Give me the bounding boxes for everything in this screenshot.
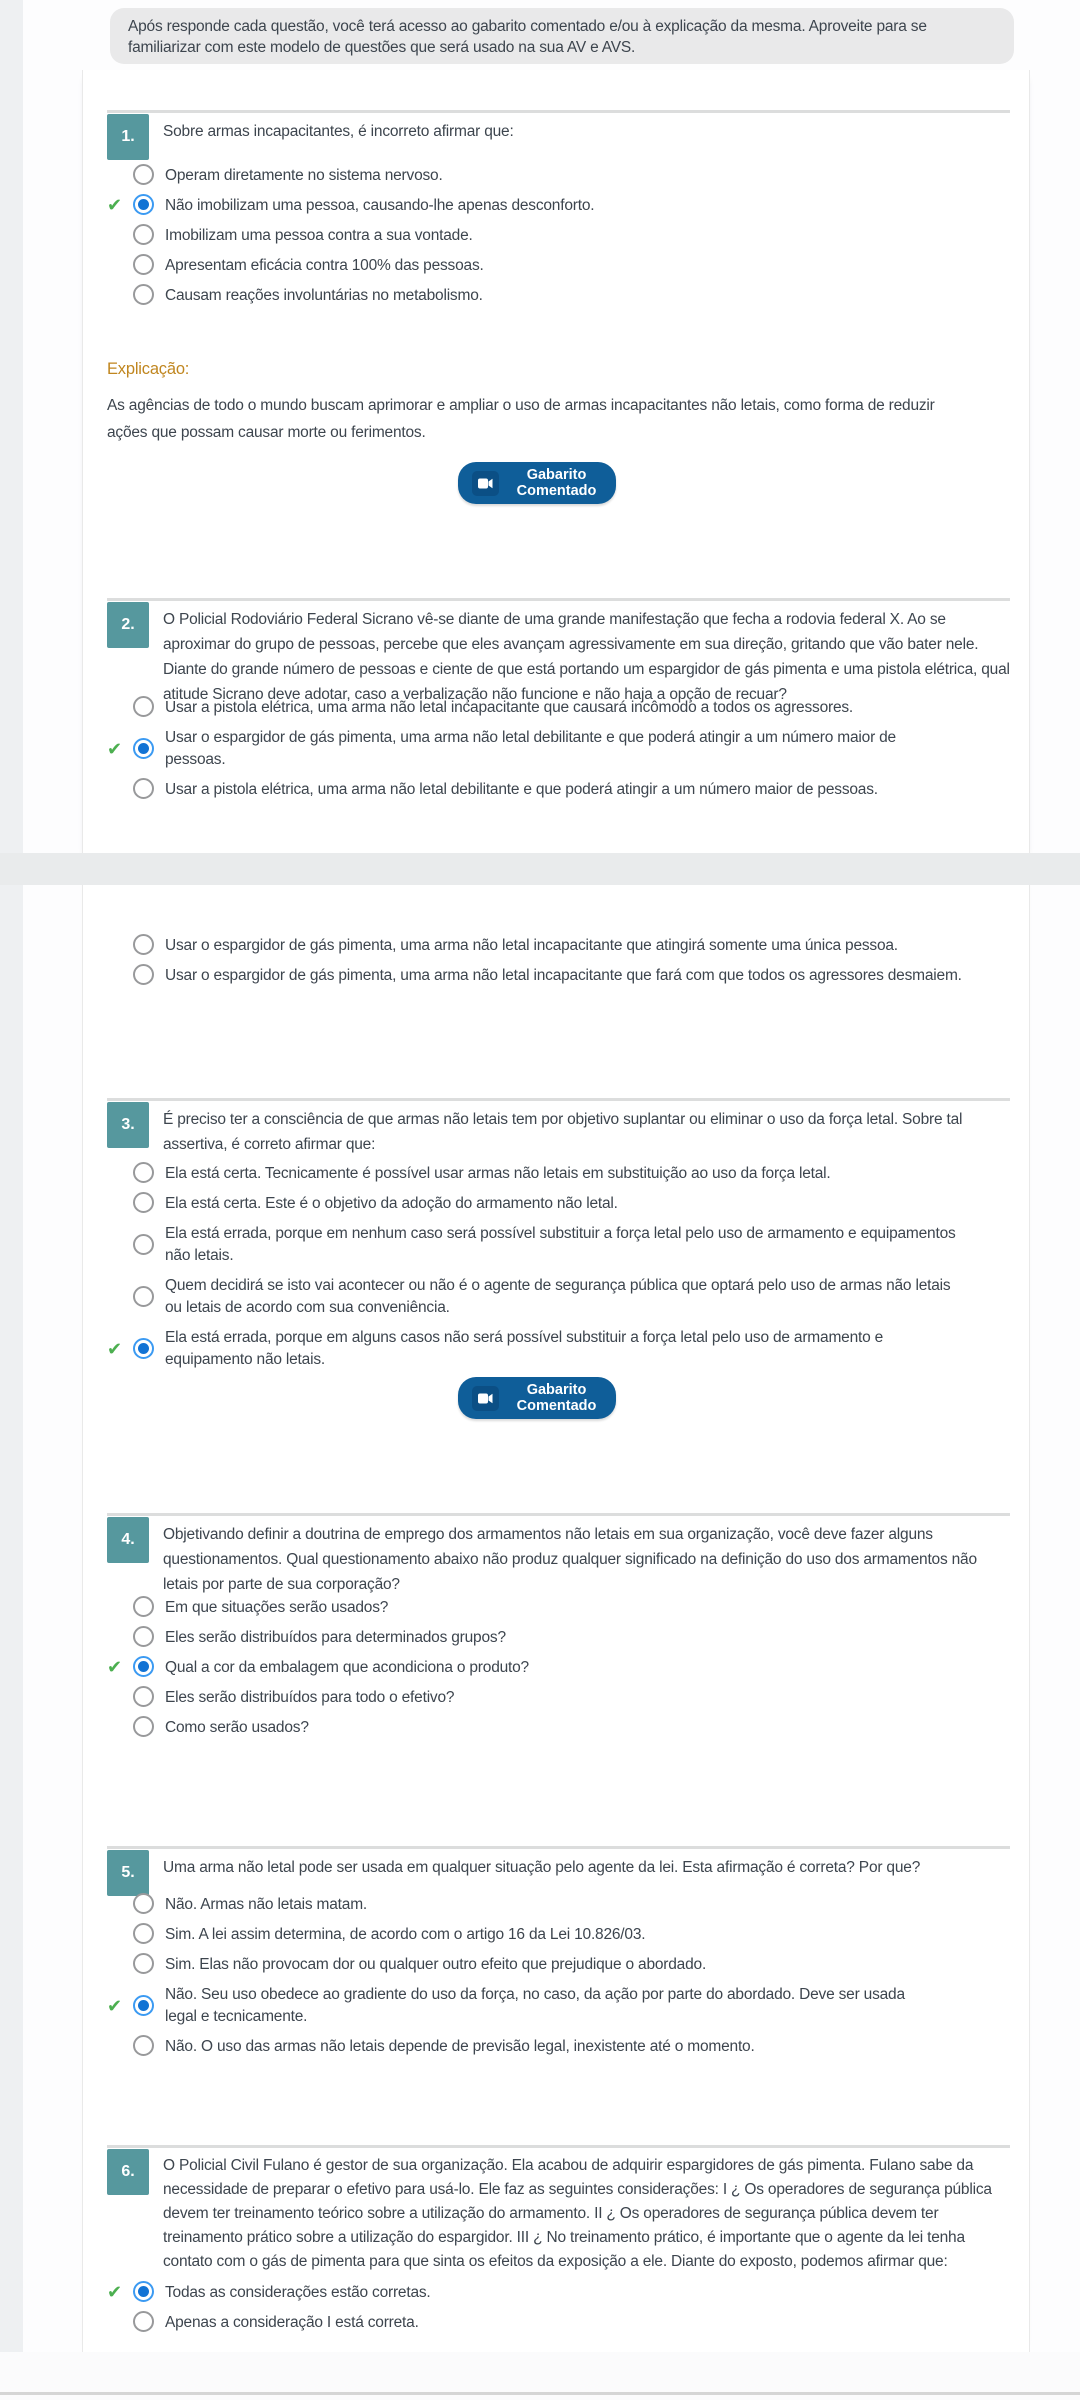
question-number-badge	[107, 114, 149, 160]
question-1	[82, 110, 1030, 304]
gabarito-button-label: Gabarito Comentado	[516, 1382, 597, 1414]
option-row[interactable]	[107, 778, 1010, 801]
radio-unselected[interactable]	[133, 1234, 154, 1255]
radio-unselected[interactable]	[133, 964, 154, 985]
option-row[interactable]	[107, 1716, 1010, 1739]
radio-unselected[interactable]	[133, 934, 154, 955]
radio-selected[interactable]	[133, 194, 154, 215]
option-label: Como serão usados?	[165, 1719, 309, 1736]
options-list	[82, 1893, 1030, 2065]
option-label: Ela está errada, porque em alguns casos não será possível substituir a força letal pelo uso de armamento e equipamento não letais.	[165, 1329, 884, 1368]
question-text: Uma arma não letal pode ser usada em qualquer situação pelo agente da lei. Esta afirmação é correta? Por que?	[163, 1859, 921, 1876]
question-divider	[107, 1513, 1010, 1516]
option-label: Usar a pistola elétrica, uma arma não letal incapacitante que causará incômodo a todos os agressores.	[165, 699, 854, 716]
option-row[interactable]	[107, 1192, 1010, 1215]
option-row[interactable]	[107, 696, 1010, 719]
question-number-badge	[107, 1102, 149, 1148]
question-divider	[107, 598, 1010, 601]
options-list	[82, 934, 1030, 987]
radio-unselected[interactable]	[133, 1923, 154, 1944]
question-divider	[107, 1098, 1010, 1101]
options-list	[82, 1596, 1030, 1746]
radio-unselected[interactable]	[133, 284, 154, 305]
question-number: 6.	[121, 2163, 135, 2180]
video-camera-icon	[472, 471, 499, 496]
option-label: Imobilizam uma pessoa contra a sua vontade.	[165, 227, 473, 244]
option-label: Usar o espargidor de gás pimenta, uma arma não letal incapacitante que fará com que todos os agressores desmaiem.	[165, 967, 962, 984]
option-label: Todas as considerações estão corretas.	[165, 2284, 431, 2301]
question-divider	[107, 1846, 1010, 1849]
question-text: É preciso ter a consciência de que armas não letais tem por objetivo suplantar ou eliminar o uso da força letal. Sobre tal assertiva, é correto afirmar que:	[163, 1111, 963, 1153]
question-text: Objetivando definir a doutrina de emprego dos armamentos não letais em sua organização, você deve fazer alguns questionamentos. Qual questionamento abaixo não produz qualquer significado na definição do uso dos armamentos não letais por parte de sua corporação?	[163, 1526, 977, 1593]
question-3	[82, 1098, 1030, 1368]
question-number: 1.	[121, 128, 135, 145]
page-bottom-edge	[0, 2392, 1080, 2395]
gabarito-button-label: Gabarito Comentado	[516, 467, 597, 499]
option-label: Causam reações involuntárias no metabolismo.	[165, 287, 483, 304]
correct-check-icon: ✔	[107, 1995, 123, 2016]
radio-unselected[interactable]	[133, 254, 154, 275]
correct-check-icon: ✔	[107, 2282, 123, 2302]
option-label: Usar o espargidor de gás pimenta, uma arma não letal incapacitante que atingirá somente uma única pessoa.	[165, 937, 898, 954]
question-4	[82, 1513, 1030, 1736]
option-label: Ela está certa. Este é o objetivo da adoção do armamento não letal.	[165, 1195, 618, 1212]
option-row[interactable]	[107, 2035, 1010, 2058]
option-row-selected[interactable]	[107, 1983, 1010, 2028]
radio-unselected[interactable]	[133, 2311, 154, 2332]
option-row[interactable]	[107, 934, 1010, 957]
option-row[interactable]	[107, 1222, 1010, 1267]
radio-unselected[interactable]	[133, 1162, 154, 1183]
option-row[interactable]	[107, 1893, 1010, 1916]
radio-selected[interactable]	[133, 738, 154, 759]
option-row[interactable]	[107, 964, 1010, 987]
options-list	[82, 1162, 1030, 1378]
radio-unselected[interactable]	[133, 1596, 154, 1617]
question-divider	[107, 2145, 1010, 2148]
intro-text: Após responde cada questão, você terá acesso ao gabarito comentado e/ou à explicação da mesma. Aproveite para se familiarizar com este modelo de questões que será usado na sua AV e AVS.	[128, 18, 927, 56]
radio-unselected[interactable]	[133, 2035, 154, 2056]
explanation-heading: Explicação:	[107, 360, 190, 378]
radio-unselected[interactable]	[133, 1286, 154, 1307]
option-row[interactable]	[107, 1923, 1010, 1946]
radio-unselected[interactable]	[133, 1626, 154, 1647]
options-list	[82, 696, 1030, 808]
option-label: Apenas a consideração I está correta.	[165, 2314, 419, 2331]
option-row[interactable]	[107, 1274, 1010, 1319]
option-row[interactable]	[107, 1686, 1010, 1709]
option-label: Usar o espargidor de gás pimenta, uma arma não letal debilitante e que poderá atingir a um número maior de pessoas.	[165, 729, 896, 768]
question-number: 2.	[121, 616, 135, 633]
option-label: Sim. Elas não provocam dor ou qualquer outro efeito que prejudique o abordado.	[165, 1956, 707, 1973]
option-row[interactable]	[107, 164, 1010, 187]
radio-selected[interactable]	[133, 1995, 154, 2016]
screenshot-divider-band	[0, 853, 1080, 885]
option-row-selected[interactable]	[107, 1326, 1010, 1371]
question-text: O Policial Rodoviário Federal Sicrano vê-se diante de uma grande manifestação que fecha a rodovia federal X. Ao se aproximar do grupo de pessoas, percebe que eles avançam agressivamente em sua direção, gritando que vão bater nele. Diante do grande número de pessoas e ciente de que está portando um espargidor de gás pimenta e uma pistola elétrica, qual atitude Sicrano deve adotar, caso a verbalização não funcione e não haja a opção de recuar?	[163, 611, 1010, 703]
question-divider	[107, 110, 1010, 113]
option-label: Quem decidirá se isto vai acontecer ou não é o agente de segurança pública que optará pelo uso de armas não letais ou letais de acordo com sua conveniência.	[165, 1277, 951, 1316]
radio-unselected[interactable]	[133, 1953, 154, 1974]
explanation-text: As agências de todo o mundo buscam aprimorar e ampliar o uso de armas incapacitantes não letais, como forma de reduzir ações que possam causar morte ou ferimentos.	[107, 397, 935, 441]
question-6	[82, 2145, 1030, 2331]
option-row-selected[interactable]	[107, 726, 1010, 771]
question-number: 4.	[121, 1531, 135, 1548]
radio-selected[interactable]	[133, 1338, 154, 1359]
gabarito-comentado-button[interactable]	[458, 1377, 616, 1419]
radio-selected[interactable]	[133, 2281, 154, 2302]
question-number-badge	[107, 1850, 149, 1896]
option-row[interactable]	[107, 1162, 1010, 1185]
radio-unselected[interactable]	[133, 696, 154, 717]
option-row-selected[interactable]	[107, 1656, 1010, 1679]
option-row[interactable]	[107, 224, 1010, 247]
option-label: Sim. A lei assim determina, de acordo com o artigo 16 da Lei 10.826/03.	[165, 1926, 646, 1943]
radio-unselected[interactable]	[133, 1893, 154, 1914]
option-label: Ela está errada, porque em nenhum caso será possível substituir a força letal pelo uso de armamento e equipamentos não letais.	[165, 1225, 956, 1264]
question-number-badge	[107, 602, 149, 648]
radio-unselected[interactable]	[133, 778, 154, 799]
question-text: Sobre armas incapacitantes, é incorreto afirmar que:	[163, 123, 514, 140]
radio-unselected[interactable]	[133, 1686, 154, 1707]
intro-banner	[110, 8, 1014, 64]
option-label: Operam diretamente no sistema nervoso.	[165, 167, 443, 184]
options-list	[82, 2281, 1030, 2341]
option-label: Não. Seu uso obedece ao gradiente do uso da força, no caso, da ação por parte do abordado. Deve ser usada legal e tecnicamente.	[165, 1986, 905, 2025]
question-number: 3.	[121, 1116, 135, 1133]
question-number-badge	[107, 1517, 149, 1563]
question-number-badge	[107, 2149, 149, 2195]
question-2-continued-options	[82, 934, 1030, 994]
option-row[interactable]	[107, 1953, 1010, 1976]
radio-unselected[interactable]	[133, 224, 154, 245]
option-label: Eles serão distribuídos para todo o efetivo?	[165, 1689, 455, 1706]
option-label: Em que situações serão usados?	[165, 1599, 389, 1616]
option-label: Não. Armas não letais matam.	[165, 1896, 368, 1913]
option-label: Eles serão distribuídos para determinados grupos?	[165, 1629, 506, 1646]
video-camera-icon	[472, 1386, 499, 1411]
option-row[interactable]	[107, 2311, 1010, 2334]
radio-unselected[interactable]	[133, 164, 154, 185]
option-row-selected[interactable]	[107, 194, 1010, 217]
correct-check-icon: ✔	[107, 1338, 123, 1359]
option-label: Não. O uso das armas não letais depende de previsão legal, inexistente até o momento.	[165, 2038, 755, 2055]
option-label: Usar a pistola elétrica, uma arma não letal debilitante e que poderá atingir a um número maior de pessoas.	[165, 781, 878, 798]
option-label: Qual a cor da embalagem que acondiciona o produto?	[165, 1659, 529, 1676]
option-row[interactable]	[107, 1626, 1010, 1649]
option-row[interactable]	[107, 284, 1010, 307]
radio-unselected[interactable]	[133, 1716, 154, 1737]
radio-unselected[interactable]	[133, 1192, 154, 1213]
question-5	[82, 1846, 1030, 2055]
option-label: Não imobilizam uma pessoa, causando-lhe apenas desconforto.	[165, 197, 595, 214]
question-number: 5.	[121, 1864, 135, 1881]
radio-selected[interactable]	[133, 1656, 154, 1677]
page-left-margin	[0, 0, 23, 2400]
options-list	[82, 164, 1030, 314]
option-row[interactable]	[107, 1596, 1010, 1619]
option-label: Apresentam eficácia contra 100% das pessoas.	[165, 257, 484, 274]
correct-check-icon: ✔	[107, 195, 123, 215]
option-row-selected[interactable]	[107, 2281, 1010, 2304]
option-row[interactable]	[107, 254, 1010, 277]
question-2	[82, 598, 1030, 798]
correct-check-icon: ✔	[107, 738, 123, 759]
correct-check-icon: ✔	[107, 1657, 123, 1677]
option-label: Ela está certa. Tecnicamente é possível usar armas não letais em substituição ao uso da força letal.	[165, 1165, 831, 1182]
gabarito-comentado-button[interactable]	[458, 462, 616, 504]
question-text: O Policial Civil Fulano é gestor de sua organização. Ela acabou de adquirir espargidores de gás pimenta. Fulano sabe da necessidade de preparar o efetivo para usá-lo. Ele faz as seguintes considerações: I ¿ Os operadores de segurança pública devem ter treinamento teórico sobre a utilização do armamento. II ¿ Os operadores de segurança pública devem ter treinamento prático sobre a utilização do espargidor. III ¿ No treinamento prático, é importante que o agente da lei tenha contato com o gás de pimenta para que sinta os efeitos da exposição a ele. Diante do exposto, podemos afirmar que:	[163, 2157, 992, 2270]
